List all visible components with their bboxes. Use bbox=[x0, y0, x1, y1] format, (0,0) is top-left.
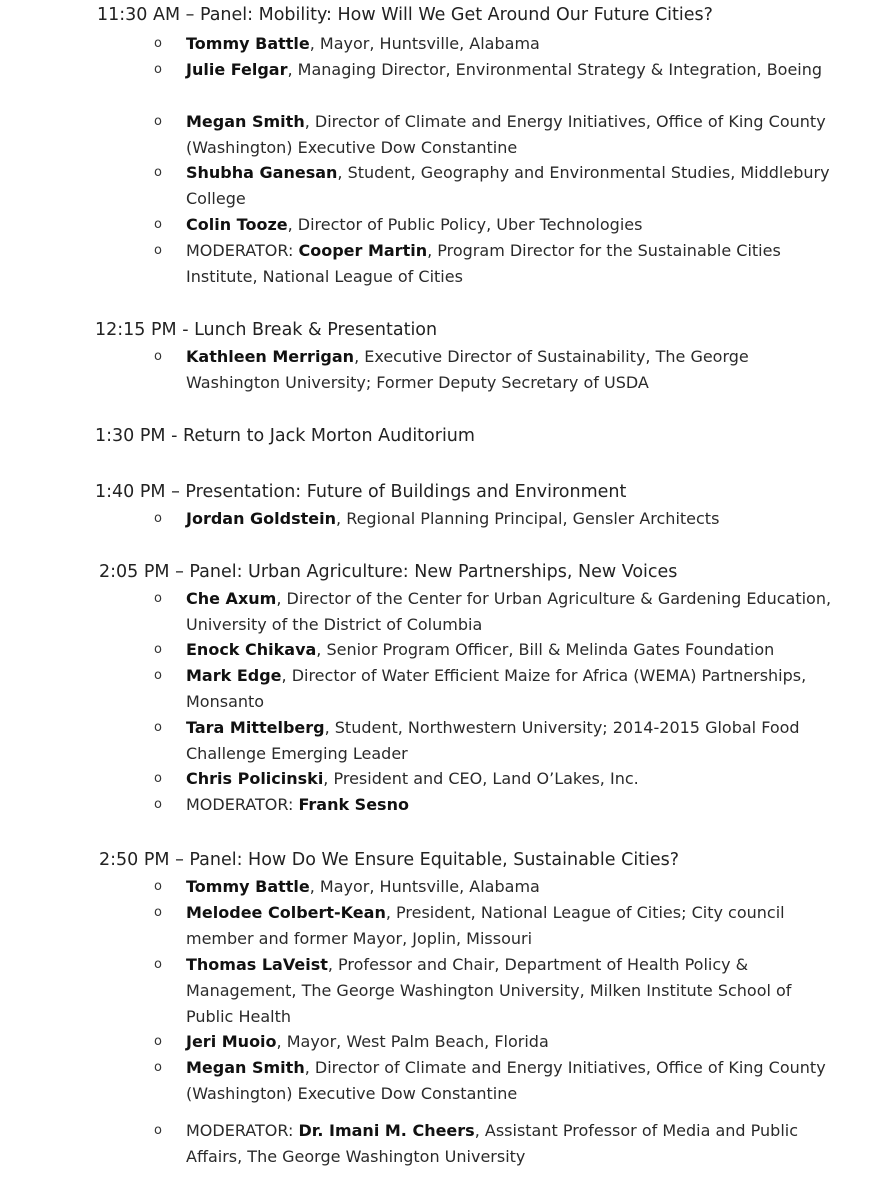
speaker-entry bbox=[186, 874, 836, 900]
session-heading: 12:15 PM - Lunch Break & Presentation bbox=[95, 320, 438, 340]
speaker-name: Che Axum bbox=[186, 589, 277, 608]
speaker-name: Jordan Goldstein bbox=[186, 509, 337, 528]
speaker-name: Frank Sesno bbox=[298, 795, 409, 814]
speaker-entry bbox=[186, 344, 836, 396]
speaker-detail: , Senior Program Officer, Bill & Melinda Gates Foundation bbox=[316, 640, 775, 659]
bullet-icon: o bbox=[154, 1123, 162, 1138]
bullet-icon: o bbox=[154, 36, 162, 51]
speaker-prefix: MODERATOR: bbox=[186, 1121, 299, 1140]
speaker-entry bbox=[186, 792, 836, 818]
bullet-icon: o bbox=[154, 511, 162, 526]
bullet-icon: o bbox=[154, 165, 162, 180]
bullet-icon: o bbox=[154, 642, 162, 657]
session-heading: 1:30 PM - Return to Jack Morton Auditorium bbox=[95, 426, 475, 446]
speaker-entry bbox=[186, 506, 836, 532]
speaker-name: Melodee Colbert-Kean bbox=[186, 903, 386, 922]
speaker-name: Tommy Battle bbox=[186, 877, 310, 896]
bullet-icon: o bbox=[154, 349, 162, 364]
bullet-icon: o bbox=[154, 1060, 162, 1075]
speaker-detail: , Regional Planning Principal, Gensler Architects bbox=[336, 509, 720, 528]
session-heading: 1:40 PM – Presentation: Future of Buildings and Environment bbox=[95, 482, 627, 502]
speaker-detail: , Executive Director of Sustainability, The George Washington University; Former Deputy Secretary of USDA bbox=[186, 347, 749, 392]
speaker-detail: , Mayor, Huntsville, Alabama bbox=[309, 34, 540, 53]
speaker-entry bbox=[186, 160, 836, 212]
speaker-detail: , Program Director for the Sustainable Cities Institute, National League of Cities bbox=[186, 241, 781, 286]
speaker-entry bbox=[186, 1029, 836, 1055]
speaker-entry bbox=[186, 212, 836, 238]
speaker-entry bbox=[186, 952, 836, 1030]
speaker-name: Tara Mittelberg bbox=[186, 718, 325, 737]
bullet-icon: o bbox=[154, 879, 162, 894]
speaker-name: Dr. Imani M. Cheers bbox=[298, 1121, 475, 1140]
speaker-entry bbox=[186, 637, 836, 663]
speaker-entry bbox=[186, 586, 836, 638]
speaker-detail: , Director of Climate and Energy Initiatives, Office of King County (Washington) Executive Dow Constantine bbox=[186, 112, 826, 157]
speaker-prefix: MODERATOR: bbox=[186, 241, 299, 260]
speaker-entry bbox=[186, 663, 836, 715]
speaker-detail: , President, National League of Cities; City council member and former Mayor, Joplin, Missouri bbox=[186, 903, 785, 948]
speaker-entry bbox=[186, 57, 836, 83]
bullet-icon: o bbox=[154, 720, 162, 735]
bullet-icon: o bbox=[154, 1034, 162, 1049]
speaker-detail: , Director of Water Efficient Maize for Africa (WEMA) Partnerships, Monsanto bbox=[186, 666, 807, 711]
speaker-entry bbox=[186, 715, 836, 767]
speaker-name: Chris Policinski bbox=[186, 769, 324, 788]
bullet-icon: o bbox=[154, 668, 162, 683]
bullet-icon: o bbox=[154, 62, 162, 77]
bullet-icon: o bbox=[154, 114, 162, 129]
bullet-icon: o bbox=[154, 243, 162, 258]
speaker-detail: , Professor and Chair, Department of Health Policy & Management, The George Washington University, Milken Institute School of Public Health bbox=[186, 955, 792, 1026]
speaker-entry bbox=[186, 1118, 836, 1170]
speaker-detail: , President and CEO, Land O’Lakes, Inc. bbox=[323, 769, 639, 788]
speaker-detail: , Director of Climate and Energy Initiatives, Office of King County (Washington) Executive Dow Constantine bbox=[186, 1058, 826, 1103]
bullet-icon: o bbox=[154, 957, 162, 972]
speaker-prefix: MODERATOR: bbox=[186, 795, 299, 814]
bullet-icon: o bbox=[154, 217, 162, 232]
speaker-entry bbox=[186, 1055, 836, 1107]
speaker-entry bbox=[186, 31, 836, 57]
speaker-detail: , Mayor, Huntsville, Alabama bbox=[309, 877, 540, 896]
bullet-icon: o bbox=[154, 797, 162, 812]
speaker-name: Julie Felgar bbox=[186, 60, 288, 79]
speaker-detail: , Managing Director, Environmental Strategy & Integration, Boeing bbox=[287, 60, 823, 79]
speaker-entry bbox=[186, 238, 836, 290]
session-heading: 2:05 PM – Panel: Urban Agriculture: New Partnerships, New Voices bbox=[99, 562, 678, 582]
speaker-name: Thomas LaVeist bbox=[186, 955, 328, 974]
bullet-icon: o bbox=[154, 771, 162, 786]
speaker-detail: , Director of Public Policy, Uber Technologies bbox=[287, 215, 643, 234]
bullet-icon: o bbox=[154, 905, 162, 920]
bullet-icon: o bbox=[154, 591, 162, 606]
speaker-name: Enock Chikava bbox=[186, 640, 317, 659]
speaker-name: Jeri Muoio bbox=[186, 1032, 277, 1051]
speaker-name: Shubha Ganesan bbox=[186, 163, 338, 182]
speaker-name: Mark Edge bbox=[186, 666, 282, 685]
session-heading: 2:50 PM – Panel: How Do We Ensure Equitable, Sustainable Cities? bbox=[99, 850, 680, 870]
speaker-name: Tommy Battle bbox=[186, 34, 310, 53]
session-heading: 11:30 AM – Panel: Mobility: How Will We Get Around Our Future Cities? bbox=[97, 5, 713, 25]
speaker-detail: , Director of the Center for Urban Agriculture & Gardening Education, University of the District of Columbia bbox=[186, 589, 832, 634]
speaker-detail: , Mayor, West Palm Beach, Florida bbox=[276, 1032, 549, 1051]
speaker-detail: , Assistant Professor of Media and Public Affairs, The George Washington University bbox=[186, 1121, 799, 1166]
speaker-entry bbox=[186, 109, 836, 161]
speaker-name: Kathleen Merrigan bbox=[186, 347, 355, 366]
speaker-entry bbox=[186, 766, 836, 792]
speaker-entry bbox=[186, 900, 836, 952]
speaker-name: Colin Tooze bbox=[186, 215, 288, 234]
speaker-name: Cooper Martin bbox=[298, 241, 428, 260]
speaker-detail: , Student, Geography and Environmental Studies, Middlebury College bbox=[186, 163, 830, 208]
speaker-name: Megan Smith bbox=[186, 1058, 305, 1077]
speaker-detail: , Student, Northwestern University; 2014-2015 Global Food Challenge Emerging Leader bbox=[186, 718, 800, 763]
speaker-name: Megan Smith bbox=[186, 112, 305, 131]
